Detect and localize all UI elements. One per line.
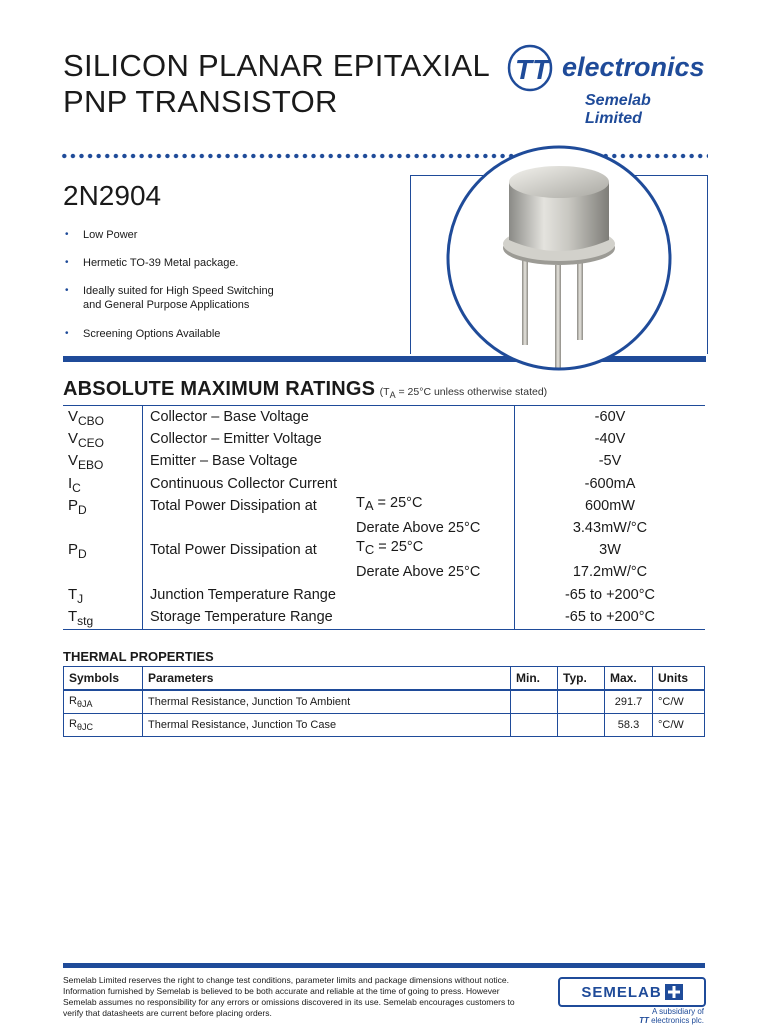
amr-condition: Derate Above 25°C: [356, 564, 481, 581]
symbol-cell: $R_{\theta JC}$: [64, 714, 143, 737]
amr-condition: $T_C = 25^\circ C$: [356, 539, 424, 558]
subsidiary-note: A subsidiary of TT electronics plc.: [639, 1007, 704, 1025]
amr-description: Collector – Emitter Voltage: [150, 431, 322, 448]
footer-bar: [63, 963, 705, 968]
amr-description: Emitter – Base Voltage: [150, 453, 298, 470]
parameter-cell: Thermal Resistance, Junction To Ambient: [143, 690, 511, 714]
amr-value: -60V: [594, 409, 626, 425]
amr-row: [0, 430, 768, 452]
logo-text: electronics: [562, 52, 705, 82]
typ-cell: [558, 714, 605, 737]
amr-description: Junction Temperature Range: [150, 586, 336, 603]
amr-value: -40V: [594, 431, 626, 448]
amr-symbol: $V_{CEO}$: [68, 430, 105, 451]
amr-value: 600mW: [585, 497, 635, 514]
amr-title: ABSOLUTE MAXIMUM RATINGS: [63, 378, 376, 400]
amr-value: -65 to +200°C: [564, 586, 656, 603]
tt-logo-icon: [505, 42, 557, 94]
amr-row: [0, 563, 768, 585]
col-symbols: Symbols: [64, 667, 143, 691]
amr-symbol: $P_D$: [68, 541, 87, 562]
transistor-photo: [446, 130, 672, 386]
amr-row: [0, 475, 768, 497]
amr-symbol: $I_C$: [68, 474, 81, 495]
semelab-word: SEMELAB: [581, 983, 662, 1001]
title-line-1: SILICON PLANAR EPITAXIAL: [63, 48, 490, 83]
units-cell: °C/W: [653, 690, 705, 714]
bullet-icon: •: [65, 285, 69, 296]
amr-value: 3W: [599, 542, 621, 559]
logo-subtitle: Semelab Limited: [585, 92, 651, 127]
amr-row: [0, 586, 768, 608]
amr-row: [0, 541, 768, 563]
tt-electronics-logo: [505, 42, 705, 127]
amr-symbol: $T_{stg}$: [68, 607, 94, 628]
svg-text:TT: TT: [515, 54, 550, 85]
feature-item: • Low Power: [65, 229, 138, 241]
amr-description: Continuous Collector Current: [150, 475, 337, 492]
thermal-title: THERMAL PROPERTIES: [63, 649, 214, 664]
amr-description: Collector – Base Voltage: [150, 409, 309, 425]
amr-description: Total Power Dissipation at: [150, 497, 317, 514]
parameter-cell: Thermal Resistance, Junction To Case: [143, 714, 511, 737]
semelab-cross-icon: [665, 984, 683, 1000]
semelab-logo: [558, 977, 706, 1007]
amr-description: Total Power Dissipation at: [150, 542, 317, 559]
col-parameters: Parameters: [143, 667, 511, 691]
amr-value: -600mA: [584, 475, 636, 492]
table-row: [64, 714, 705, 737]
col-max: Max.: [605, 667, 653, 691]
amr-symbol: $V_{EBO}$: [68, 452, 104, 473]
amr-value: -5V: [598, 453, 622, 470]
feature-item: • Screening Options Available: [65, 328, 221, 340]
col-typ: Typ.: [558, 667, 605, 691]
units-cell: °C/W: [653, 714, 705, 737]
bullet-icon: •: [65, 257, 69, 268]
amr-value: 3.43mW/°C: [572, 520, 648, 536]
amr-value: 17.2mW/°C: [572, 564, 648, 581]
amr-note: ($T_A = 25^\circ C$ unless otherwise stated): [379, 386, 548, 401]
amr-condition: $T_A = 25^\circ C$: [356, 494, 423, 513]
amr-row: [0, 519, 768, 541]
amr-value: -65 to +200°C: [564, 608, 656, 625]
footer-disclaimer: Semelab Limited reserves the right to change test conditions, parameter limits and package dimensions without notice. Information furnished by Semelab is believed to be both accurate and reliable at the time of going to press. However Semelab assumes no responsibility for any errors or omissions discovered in its use. Semelab encourages customers to verify that datasheets are current before placing orders.: [63, 975, 515, 1018]
amr-description: Storage Temperature Range: [150, 608, 333, 625]
amr-heading: [63, 378, 547, 401]
bullet-icon: •: [65, 229, 69, 240]
typ-cell: [558, 690, 605, 714]
amr-condition: Derate Above 25°C: [356, 520, 481, 536]
amr-row: [0, 452, 768, 474]
feature-item: • Hermetic TO-39 Metal package.: [65, 257, 239, 269]
amr-row: [0, 494, 768, 519]
bullet-icon: •: [65, 328, 69, 339]
max-cell: 291.7: [605, 690, 653, 714]
amr-symbol: $T_J$: [68, 585, 84, 606]
title-line-2: PNP TRANSISTOR: [63, 84, 338, 119]
thermal-table: [63, 666, 705, 737]
symbol-cell: $R_{\theta JA}$: [64, 690, 143, 714]
max-cell: 58.3: [605, 714, 653, 737]
min-cell: [511, 690, 558, 714]
min-cell: [511, 714, 558, 737]
part-number: 2N2904: [63, 180, 162, 211]
thermal-header-row: [64, 667, 705, 691]
amr-row: [0, 608, 768, 630]
amr-row: [0, 408, 768, 430]
amr-symbol: $P_D$: [68, 496, 87, 517]
feature-item: • Ideally suited for High Speed Switching and General Purpose Applications: [65, 285, 274, 311]
col-units: Units: [653, 667, 705, 691]
amr-top-rule: [63, 405, 705, 406]
amr-symbol: $V_{CBO}$: [68, 408, 105, 428]
col-min: Min.: [511, 667, 558, 691]
table-row: [64, 690, 705, 714]
